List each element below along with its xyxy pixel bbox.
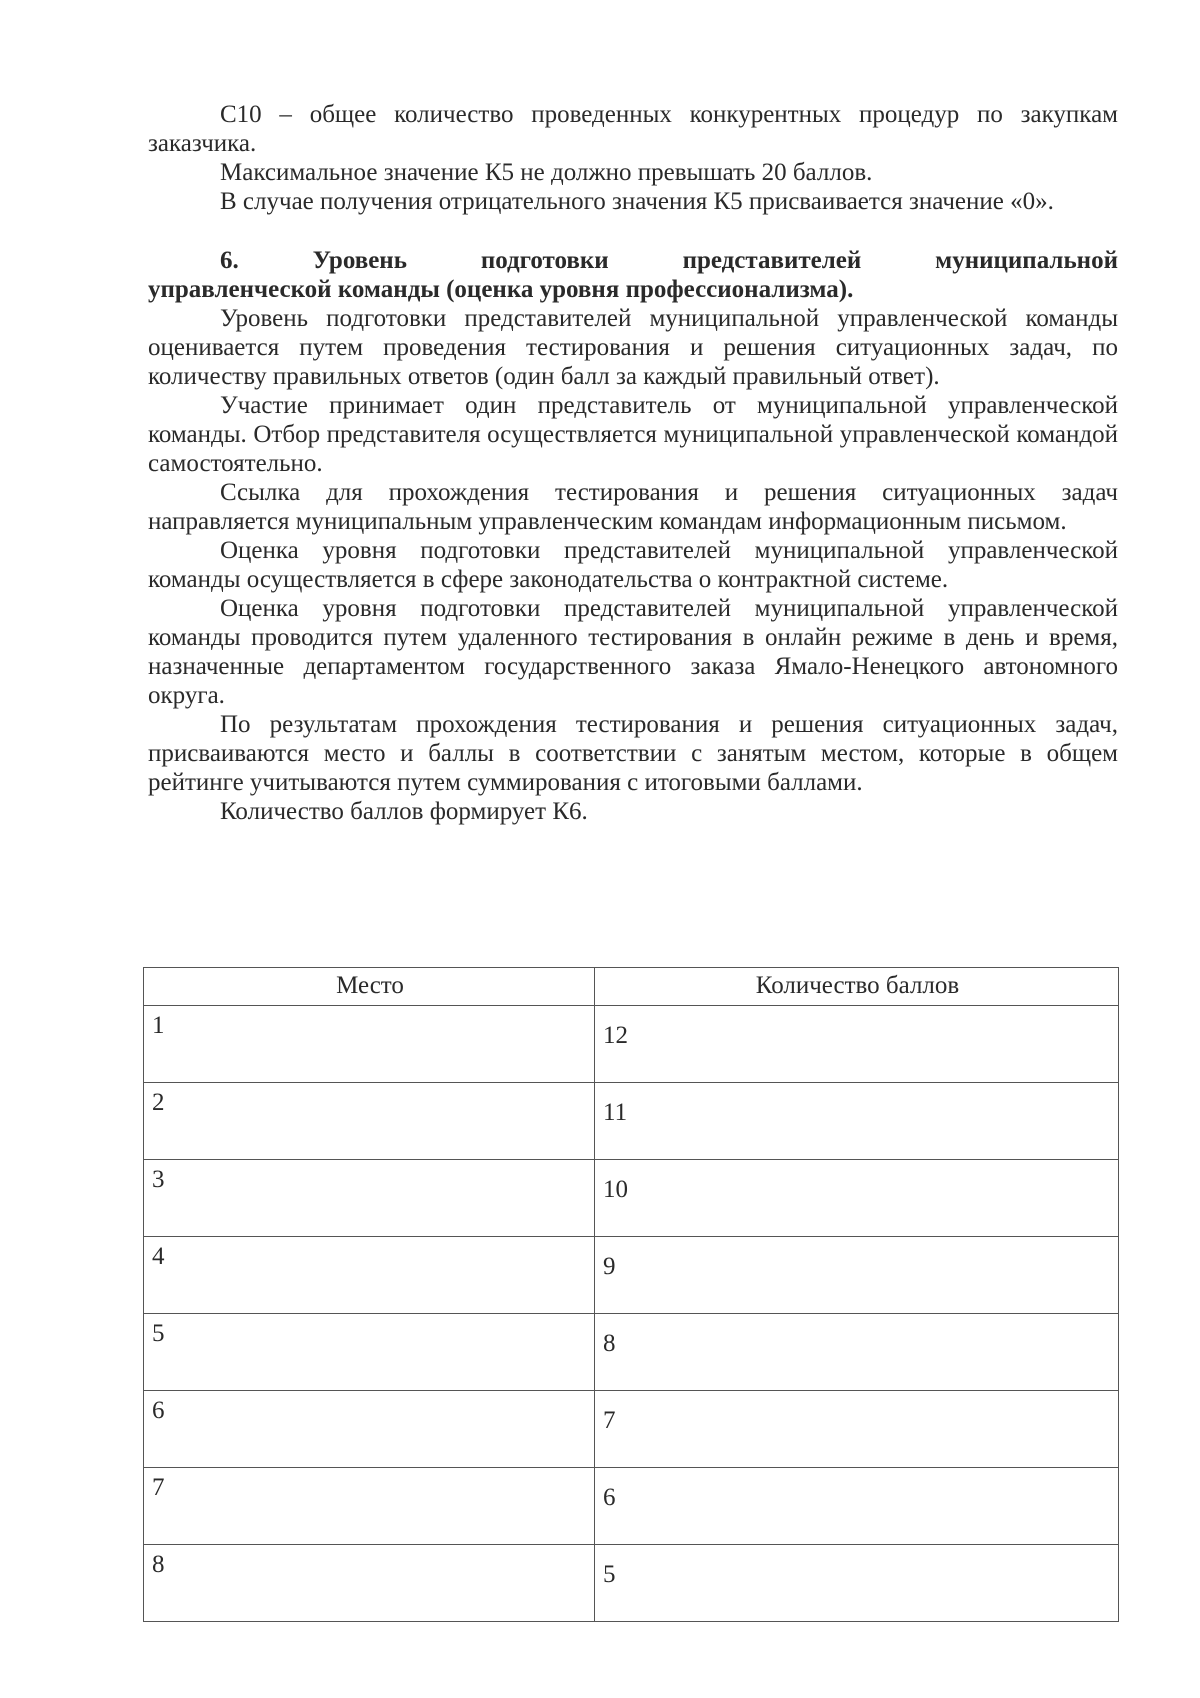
cell-points: 10 <box>595 1160 1119 1237</box>
header-place: Место <box>144 968 595 1006</box>
cell-place: 3 <box>144 1160 595 1237</box>
table-row <box>144 1006 1119 1083</box>
cell-place: 7 <box>144 1468 595 1545</box>
cell-place: 2 <box>144 1083 595 1160</box>
section-heading <box>148 246 1118 304</box>
score-table <box>143 967 1119 1622</box>
paragraph-k5-negative: В случае получения отрицательного значения К5 присваивается значение «0». <box>220 188 1054 215</box>
table-header-row <box>144 968 1119 1006</box>
table-row <box>144 1083 1119 1160</box>
table-row <box>144 1314 1119 1391</box>
cell-points: 6 <box>595 1468 1119 1545</box>
paragraph-assessment-scope: Оценка уровня подготовки представителей муниципальной управленческой команды осуществляется в сфере законодательства о контрактной системе. <box>148 537 1118 593</box>
table-row <box>144 1468 1119 1545</box>
paragraph-results: По результатам прохождения тестирования и решения ситуационных задач, присваиваются место и баллы в соответствии с занятым местом, которые в общем рейтинге учитываются путем суммирования с итоговыми баллами. <box>148 711 1118 796</box>
table-row <box>144 1391 1119 1468</box>
paragraph-participation: Участие принимает один представитель от муниципальной управленческой команды. Отбор представителя осуществляется муниципальной управленческой командой самостоятельно. <box>148 392 1118 477</box>
paragraph-remote-testing: Оценка уровня подготовки представителей муниципальной управленческой команды проводится путем удаленного тестирования в онлайн режиме в день и время, назначенные департаментом государственного заказа Ямало-Ненецкого автономного округа. <box>148 595 1118 709</box>
paragraph-c10-definition: С10 – общее количество проведенных конкурентных процедур по закупкам заказчика. <box>148 101 1118 157</box>
section-heading-line2: управленческой команды (оценка уровня профессионализма). <box>148 276 854 303</box>
cell-place: 1 <box>144 1006 595 1083</box>
cell-place: 5 <box>144 1314 595 1391</box>
cell-points: 7 <box>595 1391 1119 1468</box>
section-gap <box>148 216 1118 246</box>
cell-points: 8 <box>595 1314 1119 1391</box>
header-points: Количество баллов <box>595 968 1119 1006</box>
cell-place: 4 <box>144 1237 595 1314</box>
paragraph-k5-max: Максимальное значение К5 не должно превышать 20 баллов. <box>220 159 873 186</box>
paragraph-level-assessment: Уровень подготовки представителей муниципальной управленческой команды оценивается путем проведения тестирования и решения ситуационных задач, по количеству правильных ответов (один балл за каждый правильный ответ). <box>148 305 1118 390</box>
paragraph-k6: Количество баллов формирует К6. <box>220 798 588 825</box>
cell-points: 5 <box>595 1545 1119 1622</box>
cell-points: 9 <box>595 1237 1119 1314</box>
section-heading-line1: 6. Уровень подготовки представителей муниципальной <box>220 247 1118 274</box>
cell-points: 12 <box>595 1006 1119 1083</box>
table-row <box>144 1160 1119 1237</box>
document-page <box>148 100 1118 826</box>
cell-points: 11 <box>595 1083 1119 1160</box>
paragraph-test-link: Ссылка для прохождения тестирования и решения ситуационных задач направляется муниципальным управленческим командам информационным письмом. <box>148 479 1118 535</box>
cell-place: 6 <box>144 1391 595 1468</box>
table-row <box>144 1545 1119 1622</box>
table-row <box>144 1237 1119 1314</box>
cell-place: 8 <box>144 1545 595 1622</box>
